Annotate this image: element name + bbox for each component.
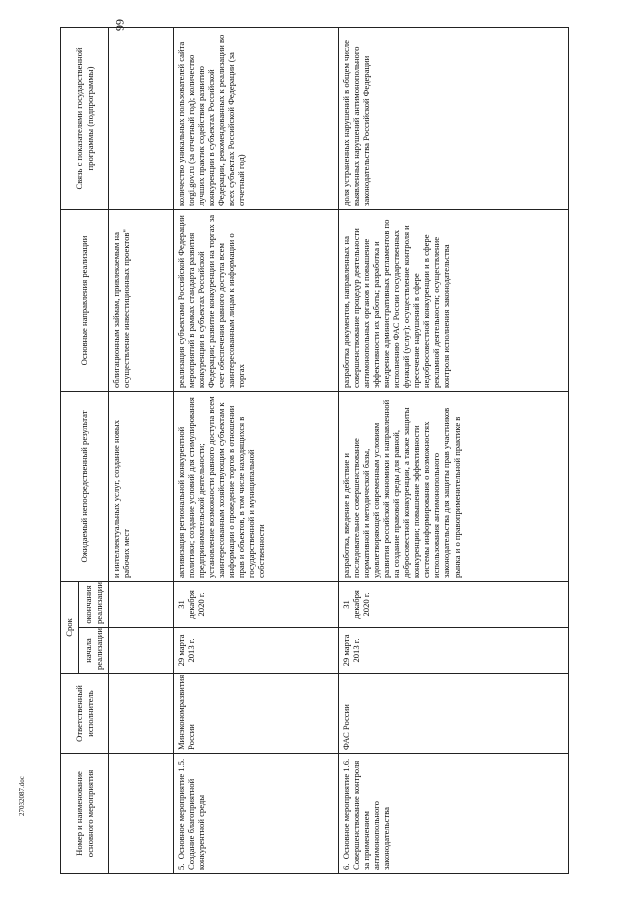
measures-table — [60, 27, 569, 874]
header-number-name: Номер и наименование основного мероприятия — [61, 754, 109, 874]
header-executor: Ответственный исполнитель — [61, 674, 109, 754]
table-row — [339, 27, 569, 873]
row-number: 5. — [176, 863, 186, 870]
row-number: 6. — [341, 863, 351, 870]
row-executor: ФАС России — [339, 674, 569, 754]
header-result: Ожидаемый непосредственный результат — [61, 391, 109, 581]
row-name: Основное мероприятие 1.6. Совершенствование контроля за применением антимонопольного законодательства — [341, 758, 392, 870]
row-result: разработка, введение в действие и последовательное совершенствование нормативной и методической базы, удовлетворяющей современным условиям развития российской экономики и направленной на создание правовой среды для равной, добросовестной конкуренции, а также защиты конкуренции; повышение эффективности системы информирования о возможностях использования антимонопольного законодательства для защиты прав участников рынка и о правоприменительной практике в — [339, 391, 569, 581]
row-end: 31 декабря 2020 г. — [339, 581, 569, 627]
row-directions: разработка документов, направленных на совершенствование процедур деятельности антимонопольных органов и повышение эффективности их работы; разработка и внедрение административных регламентов по исполнению ФАС России государственных функций (услуг); осуществление контроля и пресечение нарушений в сфере недобросовестной конкуренции и в сфере рекламной деятельности; осуществление контроля исполнения законодательства — [339, 209, 569, 391]
row-start: 29 марта 2013 г. — [339, 628, 569, 674]
row-executor: Минэкономразвития России — [174, 674, 339, 754]
rotated-page — [60, 28, 577, 874]
doc-code: 27032087.doc — [18, 776, 26, 816]
row-start: 29 марта 2013 г. — [174, 628, 339, 674]
row5-name-cell — [174, 754, 339, 874]
header-srok: Срок — [61, 581, 79, 673]
header-end: окончания реализации — [79, 581, 109, 627]
row-link: доля устраненных нарушений в общем числе выявленных нарушений антимонопольного законодательства Российской Федерации — [339, 27, 569, 209]
row-end: 31 декабря 2020 г. — [174, 581, 339, 627]
table-row — [109, 27, 174, 873]
header-link: Связь с показателями государственной программы (подпрограммы) — [61, 27, 109, 209]
row-link: количество уникальных пользователей сайта torgi.gov.ru (за отчетный год); количество лучших практик содействия развитию конкуренции в субъектах Российской Федерации, рекомендованных к реализации во всех субъектах Российской Федерации (за отчетный год) — [174, 27, 339, 209]
table-row — [174, 27, 339, 873]
header-start: начала реализации — [79, 628, 109, 674]
row-result: активизация региональной конкурентной политики; создание условий для стимулирования предпринимательской деятельности; установление возможности равного доступа всем заинтересованным хозяйствующим субъектам к информации о проведение торгов в отношении прав и объектов, в том числе находящихся в государственной и муниципальной собственности — [174, 391, 339, 581]
header-directions: Основные направления реализации — [61, 209, 109, 391]
cont-directions: облигационным займам, привлекаемым на осуществление инвестиционных проектов" — [109, 209, 174, 391]
row-directions: реализация субъектами Российской Федерации мероприятий в рамках стандарта развития конкуренции в субъектах Российской Федерации; развитие конкуренции на торгах за счет обеспечения равного доступа всем заинтересованным лицам к информации о торгах — [174, 209, 339, 391]
page-number: 66 — [113, 19, 127, 31]
row6-name-cell — [339, 754, 569, 874]
row-name: Основное мероприятие 1.5. Создание благоприятной конкурентной среды — [176, 758, 207, 870]
cont-result: и интеллектуальных услуг, создание новых рабочих мест — [109, 391, 174, 581]
